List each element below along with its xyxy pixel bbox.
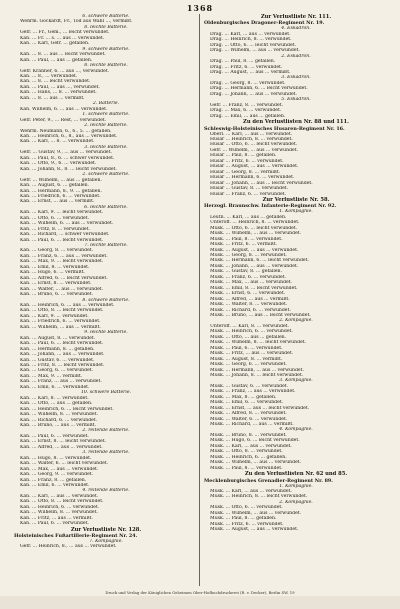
entry-line: Kan. ... Paul, ... aus ..., verwundet. [20, 84, 100, 90]
unit-heading: 4. Kompagnie. [279, 427, 313, 433]
entry-line: Kan. ... Ernst, 8. ... verwundet. [20, 281, 92, 287]
unit-heading: 1. Kompagnie. [279, 209, 313, 215]
section-heading: Zur Verlustliste Nr. 128. [70, 526, 142, 533]
entry-line: Gefr. Peter, 9., ... Rest, ... verwundet. [20, 117, 107, 123]
entry-line: Kan. ... Alfred, ... aus ... verwundet. [20, 444, 103, 450]
entry-line: Kan. ... Fritz, 8. ... leicht verwundet. [20, 363, 105, 368]
unit-heading: 3. leichte Batterie. [84, 144, 128, 150]
entry-line: Kan. ... Paul, ... aus ... gefallen. [20, 57, 93, 63]
entry-line: Musk. ... Wilhelm, ... aus ... verwundet. [210, 460, 302, 466]
entry-line: Husar ... Georg, 8. ... vermißt. [210, 169, 281, 175]
entry-line: Drag. ... Heinrich, 8. ... verwundet. [210, 37, 292, 43]
entry-line: Kan. ... Max, ... aus ... verwundet. [20, 466, 99, 472]
entry-line: Oberl. ... Karl, ... aus ... verwundet. [210, 131, 293, 137]
entry-line: Musk. ... August, ... aus ... verwundet. [210, 247, 299, 253]
entry-line: Gefr. Kranner, 6. ... aus ..., verwundet. [20, 68, 110, 74]
entry-line: Musk. ... Bruno, 8. ... verwundet. [210, 432, 287, 438]
entry-line: Kan. ... 8. ... aus ... leicht verwundet. [20, 52, 106, 58]
entry-line: Musk. ... August, ... aus ... verwundet. [210, 527, 299, 533]
entry-line: Musk. ... Otto, 6. ... verwundet. [210, 505, 283, 511]
entry-line: Kan. ... Karl, ... 8. ... verwundet. [20, 139, 95, 145]
entry-line: Musk. ... Karl, ... aus ... verwundet. [210, 443, 292, 449]
unit-heading: 8. schwere Batterie. [82, 297, 130, 303]
entry-line: Musk. ... Hermann, ... aus ... verwundet. [210, 367, 304, 373]
entry-line: Musk. ... Emil, 6. ... verwundet. [210, 400, 284, 406]
entry-line: Musk. ... Walter, 6. ... verwundet. [210, 416, 288, 422]
entry-line: Musk. ... Fritz, 6. ... vermißt. [210, 242, 277, 248]
entry-line: Musk. ... Wilhelm, 8. ... leicht verwundet. [210, 340, 307, 346]
entry-line: Musk. ... Richard, 6. ... verwundet. [210, 307, 291, 313]
section-heading: Zur Verlustliste Nr. 58. [262, 196, 330, 203]
entry-line: Kan. ... Franz, ... aus ... verwundet. [20, 379, 102, 385]
entry-line: Drag. ... Wilhelm, ... aus ... verwundet. [210, 48, 300, 54]
entry-line: Drag. ... Fritz, 6. ... verwundet. [210, 64, 283, 70]
entry-line: Musk. ... Franz, 6. ... verwundet. [210, 274, 286, 280]
entry-line: Husar ... Fritz, 6. ... verwundet. [210, 158, 284, 164]
unit-heading: 10. schwere Batterie. [80, 390, 132, 396]
regiment-heading: Holsteinisches Fußartillerie-Regiment Nr. 24. [14, 533, 138, 539]
entry-line: Kan. ... August, 8. ... verwundet. [20, 335, 96, 341]
unit-heading: 1. Kompagnie. [279, 483, 313, 489]
entry-line: Kan. ... Johann, ... aus ... verwundet. [20, 352, 105, 358]
unit-heading: 7. Kompagnie. [89, 539, 123, 544]
entry-line: Kan. ... Ernst, ... aus ... vermißt. [20, 199, 95, 205]
unit-heading: 2. Batterie. [92, 101, 120, 107]
unit-heading: 5. Eskadron. [281, 97, 311, 103]
entry-line: Husar ... Hermann, 6. ... verwundet. [210, 175, 295, 181]
entry-line: Kan. ... Friedrich, 6. ... verwundet. [20, 319, 101, 325]
entry-line: Kan. ... Otto, ... aus ... gefallen. [20, 401, 93, 407]
entry-line: Musk. ... Ernst, 6. ... verwundet. [210, 291, 286, 297]
unit-heading: 2. Kompagnie. [279, 318, 313, 324]
entry-line: Kan. ... Heinrich, 6. ... verwundet. [20, 504, 100, 510]
regiment-heading: Herzogl. Braunschw. Infanterie-Regiment Nr. 92. [204, 203, 337, 210]
entry-line: Musk. ... Fritz, ... aus ... verwundet. [210, 351, 294, 357]
entry-line: Kan. ... Karl, 9. ... leicht verwundet. [20, 210, 104, 216]
entry-line: Drag. ... Emil, ... aus ... gefallen. [210, 113, 286, 119]
entry-line: Kan. ... Georg, 8. ... verwundet. [20, 248, 94, 254]
entry-line: Musk. ... Otto, 6. ... leicht verwundet. [210, 225, 298, 231]
entry-line: Musk. ... Gustav, 8. ... gefallen. [210, 269, 282, 275]
entry-line: Kan. ... Karl, 8. ... verwundet. [20, 395, 89, 401]
entry-line: Kan. ... Gustav, 6. ... verwundet. [20, 357, 95, 363]
entry-line: Husar ... Gustav, 8. ... verwundet. [210, 186, 289, 192]
column-divider [199, 14, 200, 586]
entry-line: Kan. ... Franz, 8. ... gefallen. [20, 477, 87, 483]
entry-line: Kan. ... Otto, 8. ... leicht verwundet. [20, 308, 104, 314]
entry-line: Kan. ... Otto, 9., 6. ... verwundet. [20, 161, 97, 167]
entry-line: Drag. ... Georg, 8. ... verwundet. [210, 80, 286, 86]
entry-line: Leutn. ... Karl, ... aus ... gefallen. [210, 214, 287, 220]
unit-heading: 2. Kompagnie. [279, 499, 313, 505]
entry-line: Kan. ... Alfred, 6. ... leicht verwundet. [20, 275, 108, 281]
entry-line: Musk. ... Richard, ... aus ... vermißt. [210, 422, 294, 428]
entry-line: Gefr. ... Gustav, 9., ... aus ... verwundet. [20, 150, 112, 156]
entry-line: Kan. ... Paul, 6. ... leicht verwundet. [20, 341, 104, 347]
entry-line: Kan. ... Emil, 8. ... verwundet. [20, 264, 90, 270]
entry-line: Musk. ... Emil, 8. ... leicht verwundet. [210, 285, 298, 291]
entry-line: Musk. ... Georg, 8. ... verwundet. [210, 252, 287, 258]
entry-line: Musk. ... Heinrich, 8. ... leicht verwundet. [210, 494, 308, 500]
unit-heading: 6. leichte Batterie. [84, 204, 128, 210]
entry-line: Kan. ... Otto, 8. ... leicht verwundet. [20, 499, 104, 505]
entry-line: Kan. ... Ernst, 8. ... leicht verwundet. [20, 439, 107, 445]
regiment-heading: Schleswig-Holsteinisches Husaren-Regiment Nr. 16. [204, 125, 345, 132]
entry-line: Musk. ... Hugo, 6. ... leicht verwundet. [210, 438, 300, 444]
entry-line: Husar ... Paul, 8. ... gefallen. [210, 153, 277, 159]
entry-line: Husar ... Heinrich, 8. ... verwundet. [210, 136, 293, 142]
entry-line: Kan. ... Max, 9. ... leicht verwundet. [20, 259, 104, 265]
unit-heading: 3. reitende Batterie. [82, 450, 130, 456]
entry-line: Kan. ... Bruno, 6. ... verwundet. [20, 292, 94, 298]
entry-line: Musk. ... Max, ... aus ... verwundet. [210, 280, 293, 286]
entry-line: Kan. ... Friedrich, 6. ... verwundet. [20, 193, 101, 199]
entry-line: Drag. ... August, ... aus ... vermißt. [210, 70, 291, 76]
entry-line: Musk. ... Gustav, 6. ... verwundet. [210, 383, 289, 389]
entry-line: Gefr. ... Fr., Gem., ... leicht verwundet. [20, 30, 110, 36]
entry-line: Musk. ... Bruno, ... aus ... leicht verwundet. [210, 312, 311, 318]
right-column [204, 14, 388, 586]
entry-line: Kan. ... Fritz, ... aus ... vermißt. [20, 515, 93, 521]
unit-heading: 2. Eskadron. [281, 53, 311, 59]
entry-line: Husar ... Franz, 6. ... verwundet. [210, 191, 286, 197]
entry-line: Musk. ... Alfred, 8. ... verwundet. [210, 411, 287, 417]
entry-line: Kan. ... Wilhelm, 8. ... verwundet. [20, 412, 98, 418]
entry-line: Musk. ... Walter, 8. ... verwundet. [210, 302, 288, 308]
entry-line: Kan. ... Max, 9. ... vermißt. [20, 373, 83, 379]
entry-line: Kan. ... Walter, ... aus ... verwundet. [20, 286, 104, 292]
entry-line: Drag. ... Max, 6. ... verwundet. [210, 108, 282, 114]
unit-heading: 8. leichte Batterie. [84, 24, 128, 30]
entry-line: Kan. ... Hugo, 8. ... verwundet. [20, 455, 92, 461]
entry-line: Kan. ... Heinrich, 6. ... aus ... verwundet. [20, 303, 115, 309]
page-header: 1368 [186, 3, 214, 13]
entry-line: Musk. ... Johann, 8. ... leicht verwundet. [210, 372, 304, 378]
entry-line: Musk. ... Paul, 8. ... verwundet. [210, 236, 283, 242]
entry-line: Husar ... Otto, 6. ... leicht verwundet. [210, 142, 298, 148]
entry-line: Kan. ... Hugo, 6. ... vermißt. [20, 270, 85, 276]
entry-line: Kan. ... Paul, 6. ... leicht verwundet. [20, 237, 104, 243]
entry-line: Musk. ... Otto, 8. ... verwundet. [210, 449, 283, 455]
unit-heading: 8. leichte Batterie. [84, 63, 128, 69]
entry-line: Musk. ... August, 8. ... vermißt. [210, 356, 283, 362]
unit-heading: 4. Eskadron. [281, 26, 311, 32]
entry-line: Kan. ... 8., ... verwundet. [20, 73, 78, 79]
entry-line: Kan. ... Georg, 9. ... verwundet. [20, 472, 94, 478]
unit-heading: 2. reitende Batterie. [82, 428, 130, 434]
section-heading: Zur Verlustliste Nr. 111. [260, 14, 332, 20]
entry-line: Kan. ... Johann, 8., 8. ... leicht verwundet. [20, 166, 117, 172]
entry-line: Kan. ... Heinrich, 6., 8., aus ... verwundet. [20, 133, 118, 139]
entry-line: Kan. ... Wilhelm, 6. ... aus ... verwundet. [20, 221, 114, 227]
entry-line: Kan. ... Karl, ... aus ... verwundet. [20, 493, 99, 499]
entry-line: Kan. Wilhelm, 6. ... aus ... verwundet. [20, 106, 108, 112]
entry-line: Musk. ... Paul, 6. ... verwundet. [210, 345, 283, 351]
entry-line: Kan. ... Fritz, 8. ... verwundet. [20, 226, 90, 232]
entry-line: Kan. ... Otto, 6. ... verwundet. [20, 215, 90, 221]
entry-line: Unteroff. ... Karl, 8. ... verwundet. [210, 323, 289, 329]
scan-edge [0, 596, 400, 609]
unit-heading: 3. Kompagnie. [279, 378, 313, 384]
entry-line: Kan. ... Franz, 6. ... aus ... verwundet. [20, 253, 108, 259]
entry-line: Musk. ... Georg, 6. ... verwundet. [210, 362, 287, 368]
entry-line: Kan. ... 8. ... leicht verwundet. [20, 79, 91, 85]
entry-line: Musk. ... Franz, ... aus ... verwundet. [210, 389, 296, 395]
entry-line: Musk. ... Wilhelm, ... aus ... verwundet. [210, 510, 302, 516]
entry-line: Drag. ... Paul, 8. ... gefallen. [210, 59, 276, 65]
entry-line: Wehrm. Gockardt, Fr., Tod aus Wahl ..., vermißt. [20, 19, 133, 25]
entry-line: Kan. ... Richard, 6. ... verwundet. [20, 417, 98, 423]
entry-line: Kan. ... Karl, 9. ... verwundet. [20, 313, 89, 319]
unit-heading: 9. leichte Batterie. [84, 330, 128, 336]
entry-line: Musk. ... Wilhelm, ... aus ... verwundet. [210, 231, 302, 237]
entry-line: Drag. ... Otto, 6. ... leicht verwundet. [210, 42, 296, 48]
entry-line: Kan. ... Wilhelm, 8. ... verwundet. [20, 510, 98, 516]
entry-line: Kan. ... Fr. ... s. ... aus ... verwundet. [20, 35, 105, 41]
unit-heading: 3. Eskadron. [281, 75, 311, 81]
entry-line: Kan. ... Walter, 6. ... leicht verwundet. [20, 461, 109, 467]
entry-line: Gefr. ... Wilhelm, ... aus ... verwundet. [210, 147, 299, 153]
entry-line: Kan. ... Georg, 6. ... verwundet. [20, 368, 94, 374]
entry-line: Kan. ... Karl, Gefr. ... gefallen. [20, 41, 90, 47]
entry-line: Musk. ... Hermann, 6. ... leicht verwundet. [210, 258, 309, 264]
entry-line: Drag. ... Karl, ... aus ... verwundet. [210, 31, 291, 37]
page-footer: Druck und Verlag der Königlichen Geheimen Ober-Hofbuchdruckerei (R. v. Decker), Berlin SW. 19 [105, 590, 295, 595]
entry-line: Musk. ... Karl, ... aus ... verwundet. [210, 488, 292, 494]
unit-heading: 9. schwere Batterie. [82, 46, 130, 52]
unit-heading: 1. schwere Batterie. [82, 112, 130, 118]
unit-heading: 6. schwere Batterie. [82, 14, 130, 19]
entry-line: Musk. ... Fritz, 6. ... verwundet. [210, 521, 284, 527]
entry-line: Unteroff. ... Heinrich, 8. ... verwundet. [210, 220, 300, 226]
entry-line: Husar ... Johann, ... aus ... leicht verwundet. [210, 180, 313, 186]
entry-line: Wehrm. Neumann, 6., 6., 5. ... gefallen. [20, 128, 112, 134]
entry-line: Musk. ... Heinrich, 6. ... gefallen. [210, 454, 287, 460]
unit-heading: 2. leichte Batterie. [84, 123, 128, 129]
entry-line: Husar ... August, ... aus ... verwundet. [210, 164, 299, 170]
section-heading: Zu den Verlustlisten Nr. 62 und 85. [244, 471, 348, 478]
entry-line: Kan. ... Paul, 6. ... verwundet. [20, 521, 89, 527]
regiment-heading: Mecklenburgisches Grenadier-Regiment Nr. 89. [204, 477, 333, 484]
unit-heading: 7. leichte Batterie. [84, 243, 128, 249]
entry-line: Kan. ... Wilhelm, ... aus ... vermißt. [20, 324, 101, 330]
entry-line: Musk. ... Paul, 8. ... gefallen. [210, 516, 277, 522]
regiment-heading: Oldenburgisches Dragoner-Regiment Nr. 19. [204, 20, 325, 27]
entry-line: Musk. ... Ernst, ... aus ... leicht verwundet. [210, 405, 310, 411]
entry-line: Kan. ... Paul, 8., 6. ... schwer verwundet. [20, 155, 115, 161]
entry-line: Gefr. ... Franz, 8. ... verwundet. [210, 102, 283, 108]
entry-line: Kan. ... Hans, ... 8. ... verwundet. [20, 90, 97, 96]
entry-line: Gefr. ... Wilhelm, ... aus ... gefallen. [20, 177, 102, 183]
entry-line: Drag. ... Hermann, 6. ... leicht verwundet. [210, 86, 308, 92]
left-column [14, 14, 198, 586]
entry-line: Gefr. ... Heinrich, 8., ... aus ... verwundet. [20, 544, 117, 550]
entry-line: Musk. ... Johann, ... aus ... verwundet. [210, 263, 299, 269]
entry-line: Drag. ... Johann, ... aus ... verwundet. [210, 91, 297, 97]
unit-heading: 2. schwere Batterie. [82, 172, 130, 178]
entry-line: Kan. ... Heinrich, 6. ... leicht verwundet. [20, 406, 114, 412]
section-heading: Zu den Verlustlisten Nr. 88 und 111. [243, 119, 349, 126]
entry-line: Musk. ... Alfred, ... aus ... vermißt. [210, 296, 290, 302]
entry-line: Musk. ... Heinrich, 6. ... verwundet. [210, 329, 293, 335]
entry-line: Kan. ... Hermann, 8., 9. ... gefallen. [20, 188, 102, 194]
entry-line: Kan. ... Paul, 6. ... verwundet. [20, 433, 89, 439]
entry-line: Kan. ... Richard, ... schwer verwundet. [20, 232, 110, 238]
entry-line: Kan. ... Emil, 6. ... verwundet. [20, 384, 90, 390]
unit-heading: 4. reitende Batterie. [82, 488, 130, 494]
entry-line: Musk. ... Max, 8. ... gefallen. [210, 394, 277, 400]
entry-line: Kan. ... Hermann, 8. ... gefallen. [20, 346, 95, 352]
entry-line: Kan. ... August, 6. ... gefallen. [20, 183, 90, 189]
entry-line: Kan. ... Emil, 6. ... verwundet. [20, 482, 90, 488]
entry-line: Musk. ... Paul, 8. ... verwundet. [210, 465, 283, 471]
entry-line: Kan. ... 8. ... aus ... vermißt. [20, 95, 85, 101]
entry-line: Kan. ... Bruno, ... aus ... vermißt. [20, 422, 96, 428]
entry-line: Musk. ... Otto, ... aus ... gefallen. [210, 334, 287, 340]
